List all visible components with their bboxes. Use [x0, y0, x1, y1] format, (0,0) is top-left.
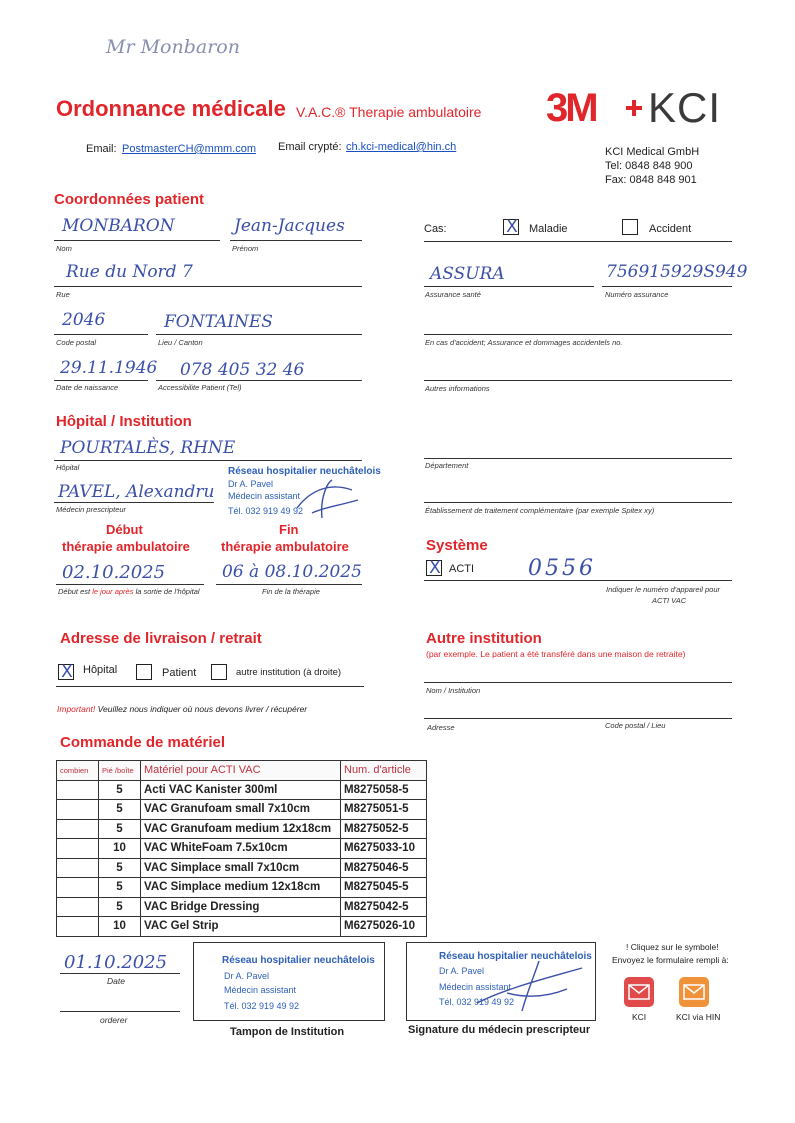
material-article-cell: M8275045-5 — [341, 878, 427, 898]
header-pack: Pié /boîte — [99, 761, 141, 781]
inline-stamp-title: Réseau hospitalier neuchâtelois — [228, 466, 381, 477]
livraison-autre-label: autre institution (à droite) — [236, 667, 342, 678]
inline-stamp-tel: Tél. 032 919 49 92 — [228, 506, 304, 516]
stamp-title: Réseau hospitalier neuchâtelois — [222, 955, 375, 966]
debut-title-2: thérapie ambulatoire — [62, 539, 190, 554]
medecin-value[interactable]: PAVEL, Alexandru — [58, 482, 215, 502]
livraison-patient-label: Patient — [162, 667, 197, 679]
autre-institution-note: (par exemple. Le patient a été transféré dans une maison de retraite) — [426, 649, 686, 659]
patient-prenom-value[interactable]: Jean-Jacques — [234, 216, 345, 236]
material-pack-cell: 5 — [99, 780, 141, 800]
important-red: Important! — [57, 704, 96, 714]
material-pack-cell: 10 — [99, 917, 141, 937]
tampon-label: Tampon de Institution — [230, 1026, 345, 1038]
signature-stamp-doctor: Dr A. Pavel — [439, 966, 485, 976]
debut-value[interactable]: 02.10.2025 — [62, 562, 166, 583]
material-name-cell: VAC Simplace small 7x10cm — [141, 858, 341, 878]
device-number-value[interactable]: 0556 — [528, 556, 596, 581]
fin-value[interactable]: 06 à 08.10.2025 — [222, 562, 362, 582]
signature-stamp-title: Réseau hospitalier neuchâtelois — [439, 951, 592, 962]
logo-kci: KCI — [648, 84, 722, 131]
header-qty: combien — [57, 761, 99, 781]
signature-stamp-role: Médecin assistant — [439, 982, 512, 992]
footer-date-label: Date — [107, 976, 125, 986]
livraison-hopital-checkbox[interactable] — [58, 664, 74, 680]
institution-stamp-box — [193, 942, 385, 1021]
material-pack-cell: 10 — [99, 839, 141, 859]
insurance-number-value[interactable]: 756915929S949 — [606, 262, 748, 282]
patient-nom-value[interactable]: MONBARON — [62, 216, 175, 236]
material-row — [57, 878, 427, 898]
section-materiel: Commande de matériel — [60, 734, 226, 751]
material-article-cell: M8275046-5 — [341, 858, 427, 878]
email-label: Email: — [86, 143, 117, 155]
click-instruction-2: Envoyez le formulaire rempli à: — [612, 955, 729, 965]
accident-insurance-label: En cas d'accident; Assurance et dommages accidentels no. — [425, 338, 623, 347]
email-crypt-label: Email crypté: — [278, 141, 342, 153]
accident-label: Accident — [649, 223, 692, 235]
header-article: Num. d'article — [341, 761, 427, 781]
material-article-cell: M8275058-5 — [341, 780, 427, 800]
material-row — [57, 839, 427, 859]
kci-email-label: KCI — [632, 1012, 647, 1022]
patient-lieu-label: Lieu / Canton — [158, 338, 203, 347]
material-qty-cell[interactable] — [57, 878, 99, 898]
signature-icon — [467, 953, 587, 1013]
header-material: Matériel pour ACTI VAC — [141, 761, 341, 781]
material-row — [57, 917, 427, 937]
material-pack-cell: 5 — [99, 819, 141, 839]
logo-plus-icon — [626, 100, 642, 116]
insurance-label: Assurance santé — [425, 290, 481, 299]
inline-stamp-role: Médecin assistant — [228, 491, 301, 501]
material-article-cell: M8275052-5 — [341, 819, 427, 839]
hopital-label: Hôpital — [56, 463, 80, 472]
debut-label-b: la sortie de l'hôpital — [135, 587, 200, 596]
logo-3m: 3M — [546, 86, 596, 130]
patient-postal-value[interactable]: 2046 — [62, 310, 106, 330]
material-qty-cell[interactable] — [57, 800, 99, 820]
click-instruction-1: ! Cliquez sur le symbole! — [626, 942, 719, 952]
acti-label: ACTI — [449, 563, 475, 575]
page-subtitle: V.A.C.® Therapie ambulatoire — [296, 104, 482, 120]
signature-stamp-tel: Tél. 032 919 49 92 — [439, 997, 515, 1007]
material-pack-cell: 5 — [99, 858, 141, 878]
company-name: KCI Medical GmbH — [605, 146, 700, 158]
page-title: Ordonnance médicale — [56, 96, 286, 121]
section-autre-institution: Autre institution — [426, 630, 542, 647]
patient-rue-value[interactable]: Rue du Nord 7 — [66, 262, 193, 282]
material-name-cell: Acti VAC Kanister 300ml — [141, 780, 341, 800]
email-crypt-link[interactable]: ch.kci-medical@hin.ch — [346, 141, 457, 153]
autre-adresse-label: Adresse — [427, 723, 455, 732]
debut-title-1: Début — [106, 522, 143, 537]
material-name-cell: VAC Bridge Dressing — [141, 897, 341, 917]
kci-email-icon[interactable] — [624, 977, 654, 1007]
material-row — [57, 819, 427, 839]
hopital-value[interactable]: POURTALÈS, RHNE — [60, 438, 236, 458]
material-pack-cell: 5 — [99, 897, 141, 917]
accident-checkbox[interactable] — [622, 219, 638, 235]
signature-box[interactable] — [406, 942, 596, 1021]
section-hopital: Hôpital / Institution — [56, 413, 192, 430]
signature-label: Signature du médecin prescripteur — [408, 1024, 591, 1036]
patient-postal-label: Code postal — [56, 338, 97, 347]
livraison-hopital-mark: X — [61, 662, 73, 682]
etablissement-label: Établissement de traitement complémentaire (par exemple Spitex xy) — [425, 506, 655, 515]
material-name-cell: VAC Gel Strip — [141, 917, 341, 937]
maladie-label: Maladie — [529, 223, 568, 235]
stamp-doctor: Dr A. Pavel — [224, 971, 270, 981]
patient-rue-label: Rue — [56, 290, 70, 299]
material-qty-cell[interactable] — [57, 917, 99, 937]
acti-check-mark: X — [429, 558, 441, 578]
medecin-label: Médecin prescripteur — [56, 505, 127, 514]
debut-label-a: Début est — [58, 587, 91, 596]
autres-info-label: Autres informations — [425, 384, 490, 393]
company-tel: Tel: 0848 848 900 — [605, 160, 693, 172]
livraison-patient-checkbox[interactable] — [136, 664, 152, 680]
footer-date-value[interactable]: 01.10.2025 — [64, 952, 168, 973]
patient-tel-label: Accessibilite Patient (Tel) — [158, 383, 242, 392]
material-qty-cell[interactable] — [57, 839, 99, 859]
fin-label: Fin de la thérapie — [262, 587, 320, 596]
stamp-role: Médecin assistant — [224, 985, 297, 995]
material-qty-cell[interactable] — [57, 858, 99, 878]
material-qty-cell[interactable] — [57, 819, 99, 839]
material-qty-cell[interactable] — [57, 780, 99, 800]
kci-hin-email-label: KCI via HIN — [676, 1012, 721, 1022]
maladie-checkbox[interactable] — [503, 219, 519, 235]
material-article-cell: M6275033-10 — [341, 839, 427, 859]
footer-orderer-label: orderer — [100, 1015, 128, 1025]
stamp-tel: Tél. 032 919 49 92 — [224, 1001, 300, 1011]
important-note — [57, 704, 307, 714]
inline-stamp-doctor: Dr A. Pavel — [228, 479, 274, 489]
kci-hin-email-icon[interactable] — [679, 977, 709, 1007]
autre-nom-label: Nom / Institution — [426, 686, 481, 695]
email-link[interactable]: PostmasterCH@mmm.com — [122, 143, 257, 155]
debut-label-red: le jour après — [92, 587, 134, 596]
acti-checkbox[interactable] — [426, 560, 442, 576]
important-text: Veuillez nous indiquer où nous devons livrer / récupérer — [97, 704, 308, 714]
fin-title-1: Fin — [279, 522, 299, 537]
livraison-hopital-label: Hôpital — [83, 664, 118, 676]
debut-label — [58, 587, 200, 596]
material-article-cell: M8275051-5 — [341, 800, 427, 820]
device-label-1: Indiquer le numéro d'appareil pour — [606, 585, 721, 594]
material-name-cell: VAC WhiteFoam 7.5x10cm — [141, 839, 341, 859]
device-label-2: ACTI VAC — [652, 596, 687, 605]
patient-birth-label: Date de naissance — [56, 383, 119, 392]
material-row — [57, 858, 427, 878]
material-name-cell: VAC Granufoam medium 12x18cm — [141, 819, 341, 839]
material-table — [56, 760, 427, 937]
material-pack-cell: 5 — [99, 878, 141, 898]
insurance-value[interactable]: ASSURA — [430, 264, 505, 284]
handwritten-annotation: Mr Monbaron — [106, 36, 240, 58]
material-article-cell: M6275026-10 — [341, 917, 427, 937]
autre-postal-label: Code postal / Lieu — [605, 721, 666, 730]
signature-scribble-icon — [292, 478, 362, 524]
departement-label: Département — [425, 461, 469, 470]
section-livraison: Adresse de livraison / retrait — [60, 630, 262, 647]
company-fax: Fax: 0848 848 901 — [605, 174, 697, 186]
cas-label: Cas: — [424, 223, 447, 235]
material-qty-cell[interactable] — [57, 897, 99, 917]
material-table-header — [57, 761, 427, 781]
section-patient: Coordonnées patient — [54, 191, 205, 208]
patient-birth-value[interactable]: 29.11.1946 — [60, 358, 158, 378]
fin-title-2: thérapie ambulatoire — [221, 539, 349, 554]
material-row — [57, 800, 427, 820]
material-row — [57, 780, 427, 800]
section-systeme: Système — [426, 537, 488, 554]
patient-prenom-label: Prénom — [232, 244, 259, 253]
material-article-cell: M8275042-5 — [341, 897, 427, 917]
patient-lieu-value[interactable]: FONTAINES — [164, 312, 273, 332]
patient-tel-value[interactable]: 078 405 32 46 — [180, 360, 305, 380]
material-name-cell: VAC Granufoam small 7x10cm — [141, 800, 341, 820]
material-pack-cell: 5 — [99, 800, 141, 820]
material-row — [57, 897, 427, 917]
insurance-number-label: Numéro assurance — [605, 290, 669, 299]
material-name-cell: VAC Simplace medium 12x18cm — [141, 878, 341, 898]
livraison-autre-checkbox[interactable] — [211, 664, 227, 680]
maladie-check-mark: X — [506, 217, 518, 237]
patient-nom-label: Nom — [56, 244, 72, 253]
